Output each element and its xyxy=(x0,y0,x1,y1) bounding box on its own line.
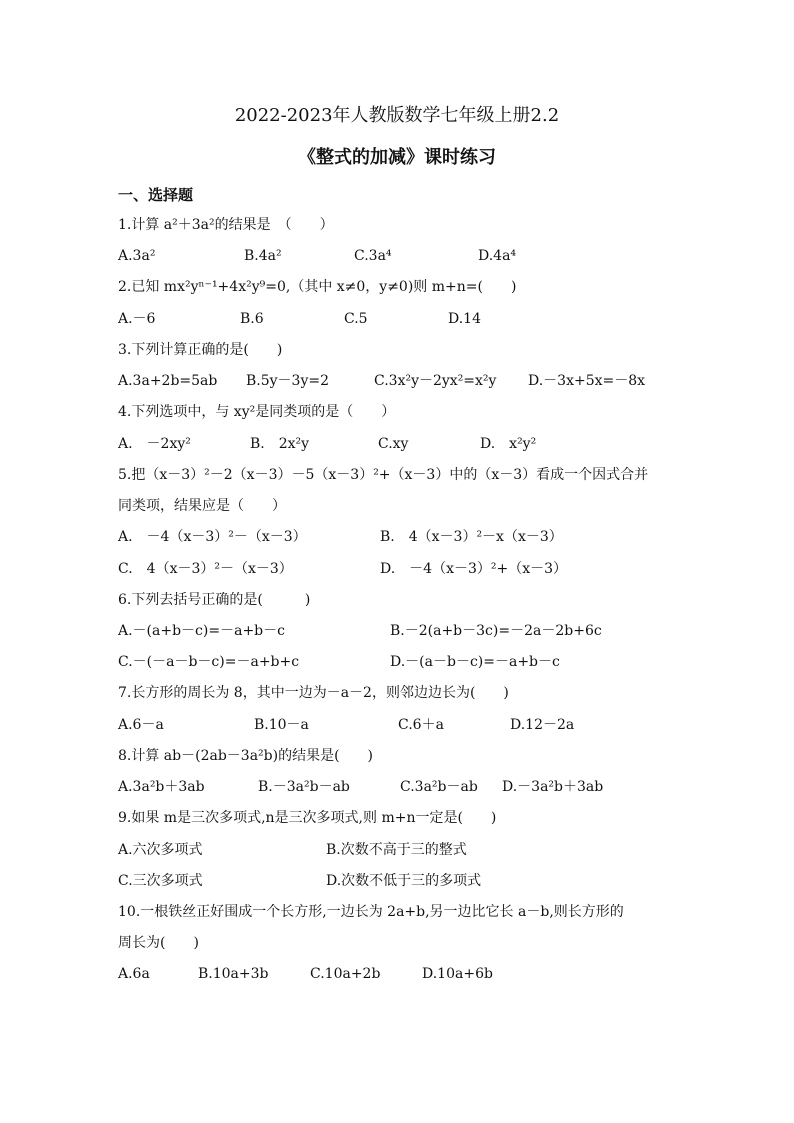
question-3-option-d: D.－3x+5x=－8x xyxy=(528,373,646,389)
question-1-option-b: B.4a² xyxy=(244,248,282,264)
question-10-stem-line-1: 10.一根铁丝正好围成一个长方形,一边长为 2a+b,另一边比它长 a－b,则长方形的 xyxy=(118,904,624,920)
question-10-option-b: B.10a+3b xyxy=(198,966,269,982)
question-7-stem: 7.长方形的周长为 8，其中一边为－a－2，则邻边边长为( ) xyxy=(118,685,509,701)
document-subtitle: 《整式的加减》课时练习 xyxy=(298,147,496,168)
question-5-option-d: D. －4（x－3）²+（x－3） xyxy=(380,561,568,577)
question-4-stem: 4.下列选项中，与 xy²是同类项的是（ ） xyxy=(118,404,396,420)
question-8-option-d: D.－3a²b＋3ab xyxy=(502,779,604,795)
question-4-option-b: B. 2x²y xyxy=(250,436,310,452)
question-10-option-a: A.6a xyxy=(118,966,150,982)
question-5-option-b: B. 4（x－3）²－x（x－3） xyxy=(380,529,563,545)
question-10-option-d: D.10a+6b xyxy=(422,966,493,982)
question-4-option-c: C.xy xyxy=(378,436,409,452)
question-5-option-a: A. －4（x－3）²－（x－3） xyxy=(118,529,307,545)
question-8-option-a: A.3a²b＋3ab xyxy=(118,779,205,795)
question-2-option-b: B.6 xyxy=(240,311,264,327)
question-6-option-d: D.－(a－b－c)=－a+b－c xyxy=(390,654,560,670)
question-2-stem: 2.已知 mx²yⁿ⁻¹+4x²y⁹=0,（其中 x≠0，y≠0)则 m+n=( ) xyxy=(118,279,517,295)
question-9-option-d: D.次数不低于三的多项式 xyxy=(326,873,482,889)
question-5-option-c: C. 4（x－3）²－（x－3） xyxy=(118,561,293,577)
document-title: 2022-2023年人教版数学七年级上册2.2 xyxy=(234,105,560,126)
question-1-stem: 1.计算 a²＋3a²的结果是 （ ） xyxy=(118,217,334,233)
question-3-option-b: B.5y－3y=2 xyxy=(246,373,330,389)
question-4-option-d: D. x²y² xyxy=(480,436,537,452)
question-2-option-d: D.14 xyxy=(448,311,481,327)
question-7-option-a: A.6－a xyxy=(118,717,164,733)
question-6-option-b: B.－2(a+b－3c)=－2a－2b+6c xyxy=(390,623,602,639)
question-8-option-b: B.－3a²b－ab xyxy=(258,779,350,795)
question-3-stem: 3.下列计算正确的是( ) xyxy=(118,342,283,358)
question-9-option-c: C.三次多项式 xyxy=(118,873,203,889)
question-7-option-d: D.12－2a xyxy=(510,717,575,733)
question-9-option-a: A.六次多项式 xyxy=(118,842,203,858)
question-6-option-c: C.－(－a－b－c)=－a+b+c xyxy=(118,654,300,670)
question-2-option-a: A.－6 xyxy=(118,311,156,327)
section-heading: 一、选择题 xyxy=(118,186,194,204)
question-6-stem: 6.下列去括号正确的是( ) xyxy=(118,592,311,608)
question-2-option-c: C.5 xyxy=(344,311,368,327)
question-1-option-c: C.3a⁴ xyxy=(354,248,392,264)
question-3-option-c: C.3x²y－2yx²=x²y xyxy=(374,373,497,389)
question-4-option-a: A. －2xy² xyxy=(118,436,191,452)
question-6-option-a: A.－(a+b－c)=－a+b－c xyxy=(118,623,285,639)
question-3-option-a: A.3a+2b=5ab xyxy=(118,373,218,389)
question-1-option-d: D.4a⁴ xyxy=(478,248,517,264)
question-8-stem: 8.计算 ab－(2ab－3a²b)的结果是( ) xyxy=(118,748,374,764)
question-7-option-c: C.6＋a xyxy=(398,717,444,733)
question-5-stem-line-2: 同类项，结果应是（ ） xyxy=(118,498,286,514)
question-10-stem-line-2: 周长为( ) xyxy=(118,935,199,951)
question-8-option-c: C.3a²b－ab xyxy=(400,779,478,795)
question-5-stem-line-1: 5.把（x－3）²－2（x－3）－5（x－3）²+（x－3）中的（x－3）看成一个因式合并 xyxy=(118,467,649,483)
question-9-stem: 9.如果 m是三次多项式,n是三次多项式,则 m+n一定是( ) xyxy=(118,810,497,826)
question-10-option-c: C.10a+2b xyxy=(310,966,381,982)
question-7-option-b: B.10－a xyxy=(254,717,309,733)
question-9-option-b: B.次数不高于三的整式 xyxy=(326,842,467,858)
question-1-option-a: A.3a² xyxy=(118,248,156,264)
